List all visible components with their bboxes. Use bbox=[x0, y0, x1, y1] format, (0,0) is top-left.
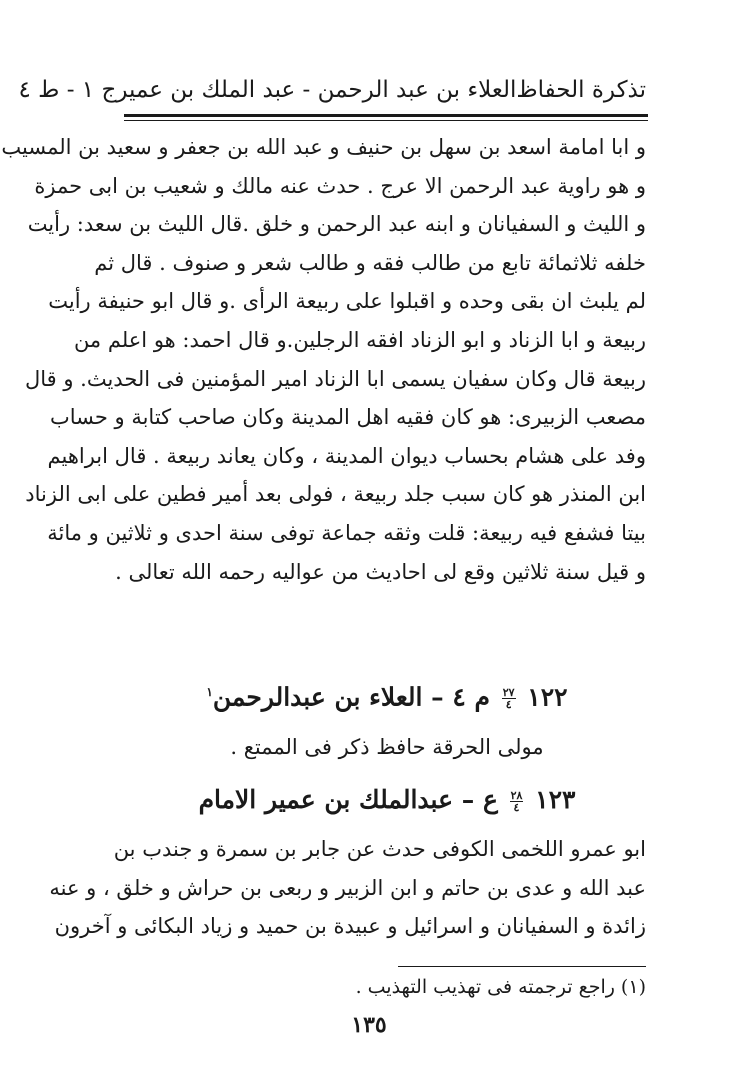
text-line: و الليث و السفيانان و ابنه عبد الرحمن و خلق .قال الليث بن سعد: رأيت bbox=[27, 212, 646, 237]
entry-number: ١٢٢ bbox=[527, 682, 568, 712]
fraction-numerator: ٢٨ bbox=[510, 789, 523, 802]
text-line: ابن المنذر هو كان سبب جلد ربيعة ، فولى بعد أمير فطين على ابى الزناد bbox=[25, 482, 646, 507]
entry-number: ١٢٣ bbox=[535, 785, 576, 814]
text-line: خلفه ثلاثمائة تابع من طالب فقه و طالب شعر و صنوف . قال ثم bbox=[94, 250, 646, 275]
text-line: زائدة و السفيانان و اسرائيل و عبيدة بن حميد و زياد البكائى و آخرون bbox=[54, 914, 646, 939]
text-line: بيتا فشفع فيه ربيعة: قلت وثقه جماعة توفى سنة احدى و ثلاثين و مائة bbox=[47, 520, 646, 545]
fraction-numerator: ٢٧ bbox=[502, 686, 515, 700]
entry-dash: – bbox=[461, 785, 475, 814]
text-line: ابو عمرو اللخمى الكوفى حدث عن جابر بن سمرة و جندب بن bbox=[113, 837, 646, 861]
paragraph-2 bbox=[49, 830, 646, 946]
entry-name: العلاء بن عبدالرحمن bbox=[212, 682, 423, 712]
page-number: ١٣٥ bbox=[351, 1012, 387, 1038]
header-subject: العلاء بن عبد الرحمن - عبد الملك بن عمير bbox=[116, 77, 517, 103]
footnote: (١) راجع ترجمته فى تهذيب التهذيب . bbox=[355, 976, 646, 998]
header-rule-thick bbox=[124, 114, 648, 117]
text-line: ربيعة قال وكان سفيان يسمى ابا الزناد امير المؤمنين فى الحديث. و قال bbox=[24, 366, 646, 391]
fraction-denominator: ٤ bbox=[505, 698, 512, 712]
text-line: مصعب الزبيرى: هو كان فقيه اهل المدينة وكان صاحب كتابة و حساب bbox=[49, 405, 646, 430]
text-line: وفد على هشام بحساب ديوان المدينة ، وكان يعاند ربيعة . قال ابراهيم bbox=[47, 443, 646, 468]
fraction-denominator: ٤ bbox=[513, 801, 520, 814]
header-rule-thin bbox=[124, 120, 648, 121]
text-line: و قيل سنة ثلاثين وقع لى احاديث من عواليه رحمه الله تعالى . bbox=[115, 559, 646, 584]
text-line: و هو راوية عبد الرحمن الا عرج . حدث عنه مالك و شعيب بن ابى حمزة bbox=[34, 173, 646, 198]
header-book-title: تذكرة الحفاظ bbox=[516, 77, 646, 103]
entry-dash: – bbox=[431, 682, 444, 712]
text-line: عبد الله و عدى بن حاتم و ابن الزبير و ربعى بن حراش و خلق ، و عنه bbox=[49, 875, 646, 900]
entry-name: عبدالملك بن عمير الامام bbox=[198, 785, 454, 814]
text-line: لم يلبث ان بقى وحده و اقبلوا على ربيعة الرأى .و قال ابو حنيفة رأيت bbox=[48, 289, 646, 314]
running-header bbox=[18, 70, 646, 110]
text-line: و ابا امامة اسعد بن سهل بن حنيف و عبد الله بن جعفر و سعيد بن المسيب bbox=[1, 135, 646, 159]
paragraph-1 bbox=[1, 128, 646, 591]
entry-fraction bbox=[502, 687, 516, 710]
header-volume: ج ١ - ط ٤ bbox=[18, 77, 117, 103]
entry-122-heading bbox=[128, 672, 646, 712]
entry-123-heading bbox=[128, 780, 646, 820]
entry-code: م ٤ bbox=[452, 682, 491, 712]
entry-fraction bbox=[510, 790, 524, 813]
entry-122-description: مولى الحرقة حافظ ذكر فى الممتع . bbox=[230, 735, 544, 759]
footnote-marker: ١ bbox=[206, 685, 213, 699]
footnote-rule bbox=[398, 966, 646, 967]
entry-code: ع bbox=[482, 785, 498, 814]
text-line: ربيعة و ابا الزناد و ابو الزناد افقه الرجلين.و قال احمد: هو اعلم من bbox=[73, 327, 646, 352]
